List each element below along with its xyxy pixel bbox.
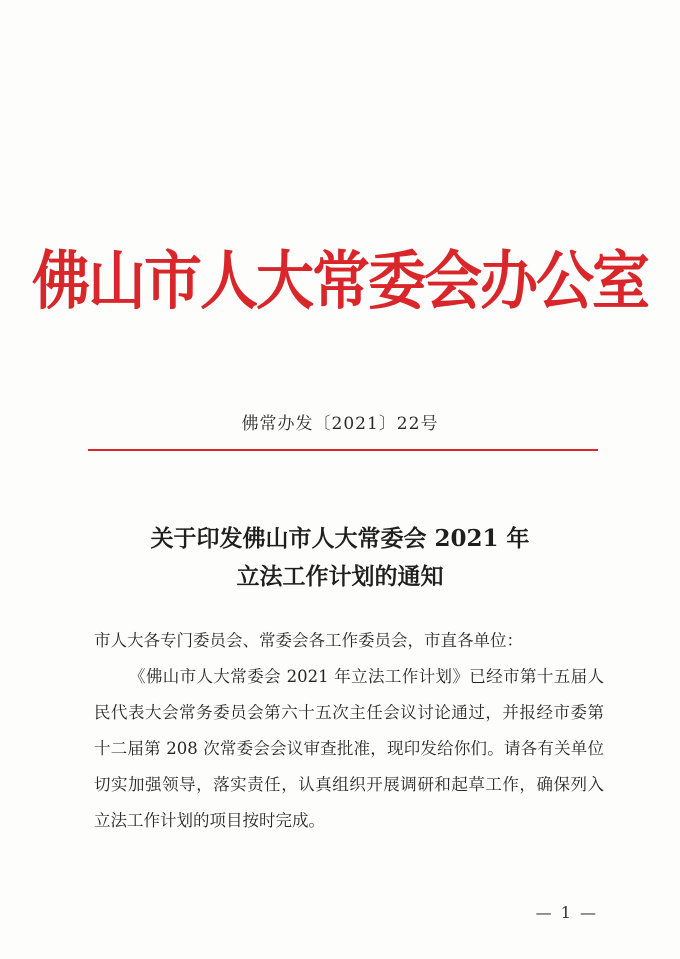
salutation: 市人大各专门委员会、常委会各工作委员会，市直各单位： [94, 631, 523, 650]
page-number: — 1 — [535, 903, 598, 922]
document-title [0, 520, 680, 596]
body-paragraph: 《佛山市人大常委会 2021 年立法工作计划》已经市第十五届人民代表大会常务委员会第六十五次主任会议讨论通过，并报经市委第十二届第 208 次常委会会议审查批准，现印发给你们。请各有关单位切实加强领导，落实责任，认真组织开展调研和起草工作，确保列入立法工作计划的项目按时完成。 [94, 667, 604, 830]
red-separator-line [88, 449, 598, 451]
title-line-2: 立法工作计划的通知 [236, 563, 444, 590]
document-number: 佛常办发〔2021〕22号 [241, 414, 439, 434]
document-body [94, 623, 604, 839]
title-line-1: 关于印发佛山市人大常委会 2021 年 [150, 525, 530, 552]
issuing-organization-header: 佛山市人大常委会办公室 [31, 243, 648, 319]
